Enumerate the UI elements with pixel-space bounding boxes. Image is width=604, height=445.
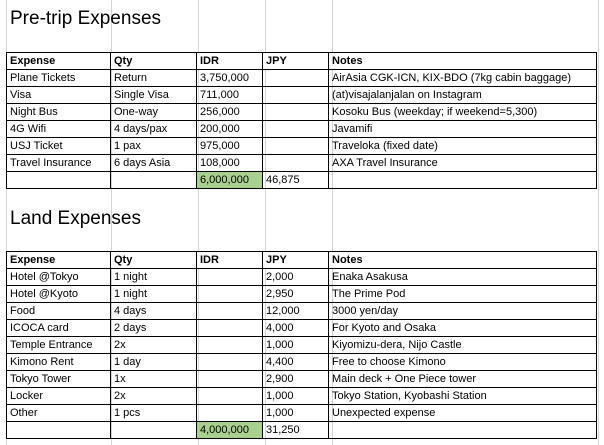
table-cell[interactable]: 975,000 [197, 138, 263, 155]
table-cell[interactable]: Hotel @Kyoto [7, 286, 111, 303]
table-cell[interactable]: 1 night [111, 286, 197, 303]
header-row [7, 53, 597, 70]
table-cell[interactable]: AirAsia CGK-ICN, KIX-BDO (7kg cabin baggage) [329, 70, 597, 87]
gridline [598, 0, 599, 445]
table-row [7, 269, 597, 286]
table-cell[interactable]: 3000 yen/day [329, 303, 597, 320]
table-cell[interactable]: Food [7, 303, 111, 320]
table-cell[interactable]: Unexpected expense [329, 405, 597, 422]
table-cell[interactable]: 1 pcs [111, 405, 197, 422]
empty-cell[interactable] [111, 422, 197, 439]
empty-cell[interactable] [7, 172, 111, 189]
table-row [7, 354, 597, 371]
table-cell[interactable] [263, 70, 329, 87]
total-jpy-cell[interactable]: 31,250 [263, 422, 329, 439]
table-cell[interactable]: 1x [111, 371, 197, 388]
table-cell[interactable]: 108,000 [197, 155, 263, 172]
table-cell[interactable]: 1 night [111, 269, 197, 286]
empty-cell[interactable] [329, 172, 597, 189]
table-row [7, 371, 597, 388]
table-cell[interactable]: Return [111, 70, 197, 87]
empty-cell[interactable] [329, 422, 597, 439]
table-cell[interactable]: 3,750,000 [197, 70, 263, 87]
table-row [7, 138, 597, 155]
table-cell[interactable]: 4G Wifi [7, 121, 111, 138]
table-row [7, 104, 597, 121]
table-cell[interactable] [197, 337, 263, 354]
column-header[interactable]: JPY [263, 53, 329, 70]
table-cell[interactable]: 2x [111, 337, 197, 354]
table-cell[interactable]: 256,000 [197, 104, 263, 121]
column-header[interactable]: IDR [197, 53, 263, 70]
pre-trip-table [6, 52, 597, 189]
table-cell[interactable]: Kimono Rent [7, 354, 111, 371]
table-cell[interactable]: Night Bus [7, 104, 111, 121]
table-cell[interactable]: 1,000 [263, 388, 329, 405]
column-header[interactable]: Notes [329, 252, 597, 269]
table-cell[interactable]: Tokyo Tower [7, 371, 111, 388]
table-cell[interactable]: 1,000 [263, 337, 329, 354]
table-cell[interactable]: 2,000 [263, 269, 329, 286]
table-cell[interactable]: Free to choose Kimono [329, 354, 597, 371]
table-cell[interactable]: Travel Insurance [7, 155, 111, 172]
table-row [7, 286, 597, 303]
column-header[interactable]: IDR [197, 252, 263, 269]
total-idr-cell[interactable]: 6,000,000 [197, 172, 263, 189]
table-cell[interactable]: 200,000 [197, 121, 263, 138]
total-jpy-cell[interactable]: 46,875 [263, 172, 329, 189]
table-row [7, 87, 597, 104]
table-cell[interactable]: 12,000 [263, 303, 329, 320]
column-header[interactable]: Expense [7, 53, 111, 70]
total-row [7, 422, 597, 439]
table-cell[interactable]: 1 day [111, 354, 197, 371]
total-row [7, 172, 597, 189]
empty-cell[interactable] [111, 172, 197, 189]
table-cell[interactable]: 4 days/pax [111, 121, 197, 138]
table-cell[interactable] [263, 155, 329, 172]
table-cell[interactable]: Kiyomizu-dera, Nijo Castle [329, 337, 597, 354]
table-cell[interactable]: Enaka Asakusa [329, 269, 597, 286]
table-cell[interactable] [197, 371, 263, 388]
table-row [7, 320, 597, 337]
table-cell[interactable] [197, 354, 263, 371]
table-row [7, 155, 597, 172]
table-cell[interactable]: 2,900 [263, 371, 329, 388]
table-cell[interactable]: One-way [111, 104, 197, 121]
table-cell[interactable]: 2,950 [263, 286, 329, 303]
column-header[interactable]: Notes [329, 53, 597, 70]
table-cell[interactable]: Visa [7, 87, 111, 104]
table-cell[interactable]: 2x [111, 388, 197, 405]
table-cell[interactable] [197, 405, 263, 422]
table-cell[interactable]: 6 days Asia [111, 155, 197, 172]
table-cell[interactable]: 4 days [111, 303, 197, 320]
table-cell[interactable] [197, 269, 263, 286]
column-header[interactable]: Qty [111, 252, 197, 269]
table-cell[interactable]: Traveloka (fixed date) [329, 138, 597, 155]
table-cell[interactable]: Temple Entrance [7, 337, 111, 354]
column-header[interactable]: Expense [7, 252, 111, 269]
table-row [7, 121, 597, 138]
table-cell[interactable]: 4,400 [263, 354, 329, 371]
section-title: Land Expenses [10, 208, 141, 229]
table-cell[interactable] [263, 138, 329, 155]
header-row [7, 252, 597, 269]
table-cell[interactable]: Kosoku Bus (weekday; if weekend=5,300) [329, 104, 597, 121]
section-title: Pre-trip Expenses [10, 8, 162, 29]
total-idr-cell[interactable]: 4,000,000 [197, 422, 263, 439]
table-cell[interactable] [263, 87, 329, 104]
table-cell[interactable]: 4,000 [263, 320, 329, 337]
table-cell[interactable]: For Kyoto and Osaka [329, 320, 597, 337]
table-cell[interactable]: Other [7, 405, 111, 422]
table-cell[interactable] [197, 388, 263, 405]
table-cell[interactable]: Hotel @Tokyo [7, 269, 111, 286]
table-cell[interactable] [197, 303, 263, 320]
table-cell[interactable]: ICOCA card [7, 320, 111, 337]
table-cell[interactable] [263, 121, 329, 138]
table-cell[interactable]: 711,000 [197, 87, 263, 104]
table-cell[interactable]: The Prime Pod [329, 286, 597, 303]
land-table [6, 251, 597, 439]
table-cell[interactable]: 1 pax [111, 138, 197, 155]
table-row [7, 337, 597, 354]
table-cell[interactable] [197, 286, 263, 303]
table-cell[interactable]: AXA Travel Insurance [329, 155, 597, 172]
table-cell[interactable]: (at)visajalanjalan on Instagram [329, 87, 597, 104]
table-cell[interactable]: Locker [7, 388, 111, 405]
table-cell[interactable]: Javamifi [329, 121, 597, 138]
table-cell[interactable]: Tokyo Station, Kyobashi Station [329, 388, 597, 405]
table-cell[interactable]: USJ Ticket [7, 138, 111, 155]
table-cell[interactable]: Single Visa [111, 87, 197, 104]
column-header[interactable]: Qty [111, 53, 197, 70]
column-header[interactable]: JPY [263, 252, 329, 269]
table-row [7, 303, 597, 320]
table-row [7, 405, 597, 422]
table-cell[interactable]: Plane Tickets [7, 70, 111, 87]
table-cell[interactable] [263, 104, 329, 121]
empty-cell[interactable] [7, 422, 111, 439]
table-cell[interactable]: 2 days [111, 320, 197, 337]
table-row [7, 70, 597, 87]
table-cell[interactable] [197, 320, 263, 337]
table-cell[interactable]: 1,000 [263, 405, 329, 422]
table-cell[interactable]: Main deck + One Piece tower [329, 371, 597, 388]
table-row [7, 388, 597, 405]
